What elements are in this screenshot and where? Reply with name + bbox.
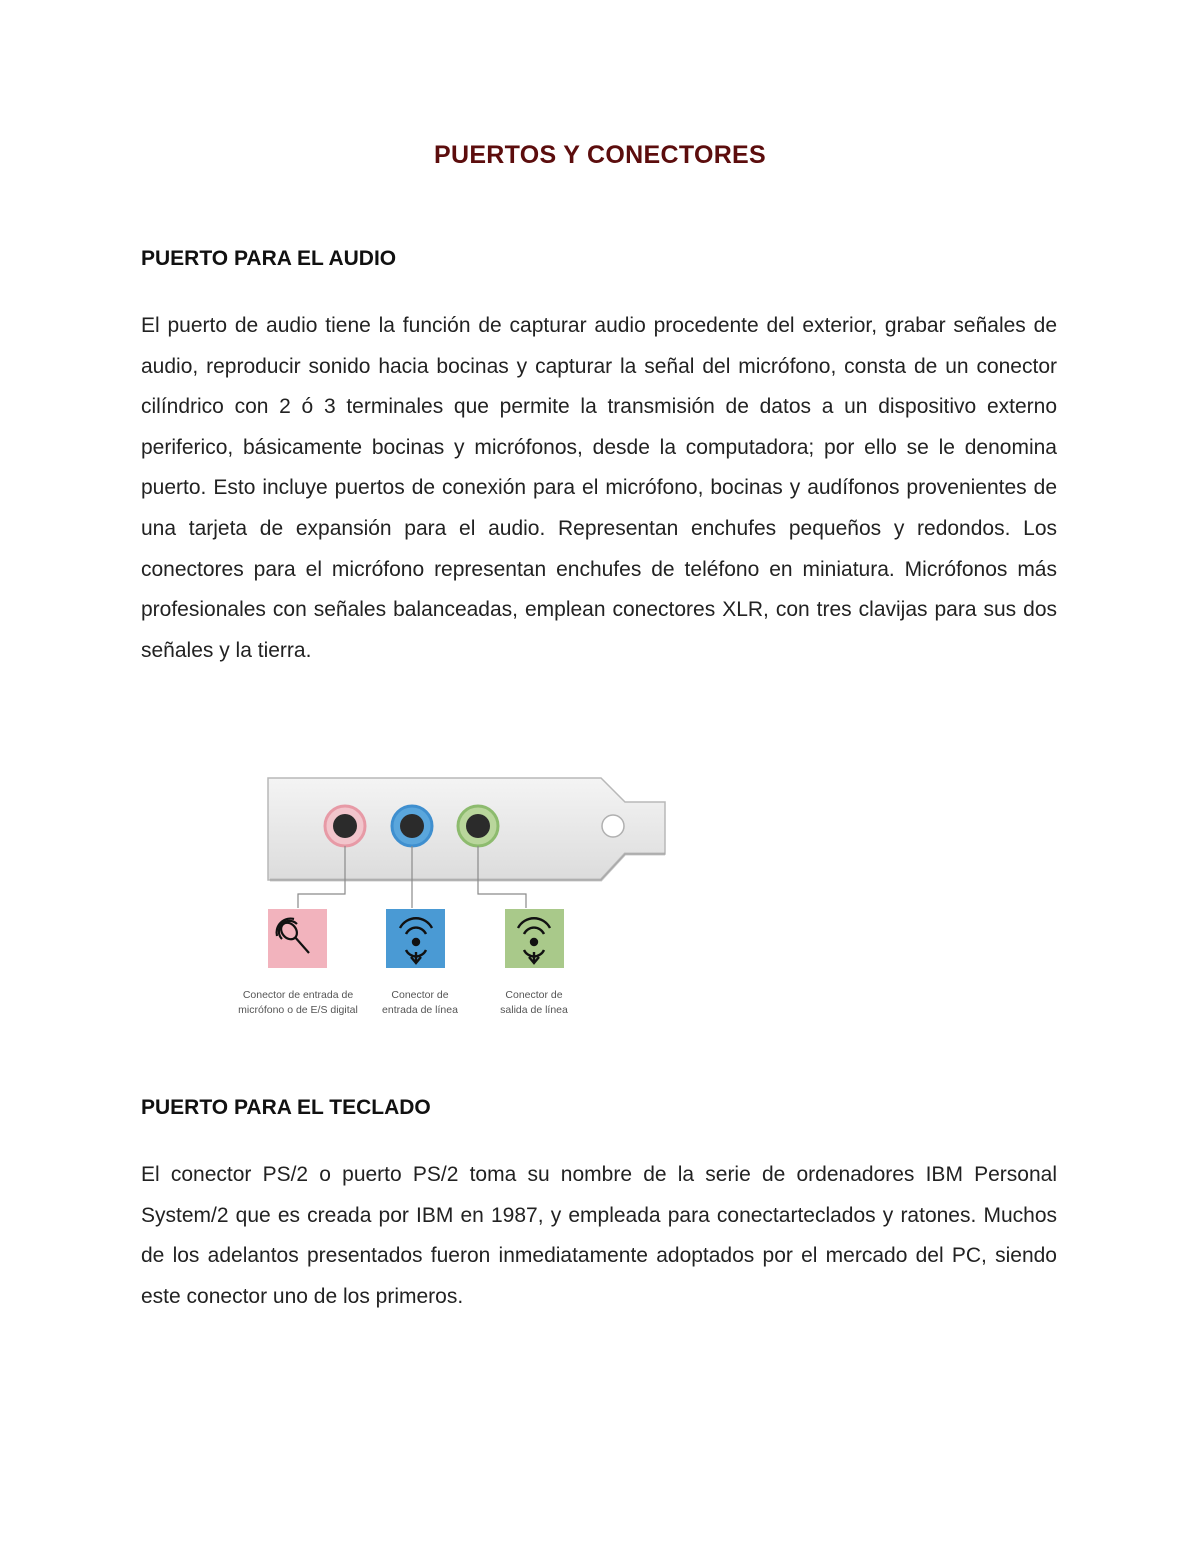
paragraph-keyboard: El conector PS/2 o puerto PS/2 toma su nombre de la serie de ordenadores IBM Personal System/2 que es creada por IBM en 1987, y empleada para conectarteclados y ratones. Muchos de los adelantos presentados fueron inmediatamente adoptados por el mercado del PC, siendo este conector uno de los primeros. — [141, 1163, 1057, 1308]
caption-line-out — [484, 988, 584, 1018]
line-in-icon — [386, 909, 445, 968]
section-heading-audio: PUERTO PARA EL AUDIO — [141, 247, 397, 270]
jack-line-out — [458, 806, 498, 846]
mounting-hole — [602, 815, 624, 837]
page-title: PUERTOS Y CONECTORES — [433, 141, 766, 169]
caption-mic-line1: Conector de entrada de — [242, 989, 354, 1001]
jack-mic — [325, 806, 365, 846]
jack-line-in — [392, 806, 432, 846]
caption-line-in — [370, 988, 470, 1018]
section-heading-keyboard: PUERTO PARA EL TECLADO — [141, 1096, 431, 1119]
microphone-icon — [268, 909, 327, 968]
caption-line-in-line1: Conector de — [391, 989, 449, 1001]
caption-mic-line2: micrófono o de E/S digital — [238, 1004, 358, 1016]
caption-line-in-line2: entrada de línea — [382, 1004, 458, 1016]
caption-mic — [228, 988, 368, 1018]
caption-line-out-line2: salida de línea — [500, 1004, 568, 1016]
audio-card-figure — [228, 768, 678, 1028]
line-out-icon — [505, 909, 564, 968]
paragraph-audio: El puerto de audio tiene la función de capturar audio procedente del exterior, grabar señales de audio, reproducir sonido hacia bocinas y capturar la señal del micrófono, consta de un conector cilíndrico con 2 ó 3 terminales que permite la transmisión de datos a un dispositivo externo periferico, básicamente bocinas y micrófonos, desde la computadora; por ello se le denomina puerto. Esto incluye puertos de conexión para el micrófono, bocinas y audífonos provenientes de una tarjeta de expansión para el audio. Representan enchufes pequeños y redondos. Los conectores para el micrófono representan enchufes de teléfono en miniatura. Micrófonos más profesionales con señales balanceadas, emplean conectores XLR, con tres clavijas para sus dos señales y la tierra. — [141, 314, 1057, 662]
caption-line-out-line1: Conector de — [505, 989, 563, 1001]
